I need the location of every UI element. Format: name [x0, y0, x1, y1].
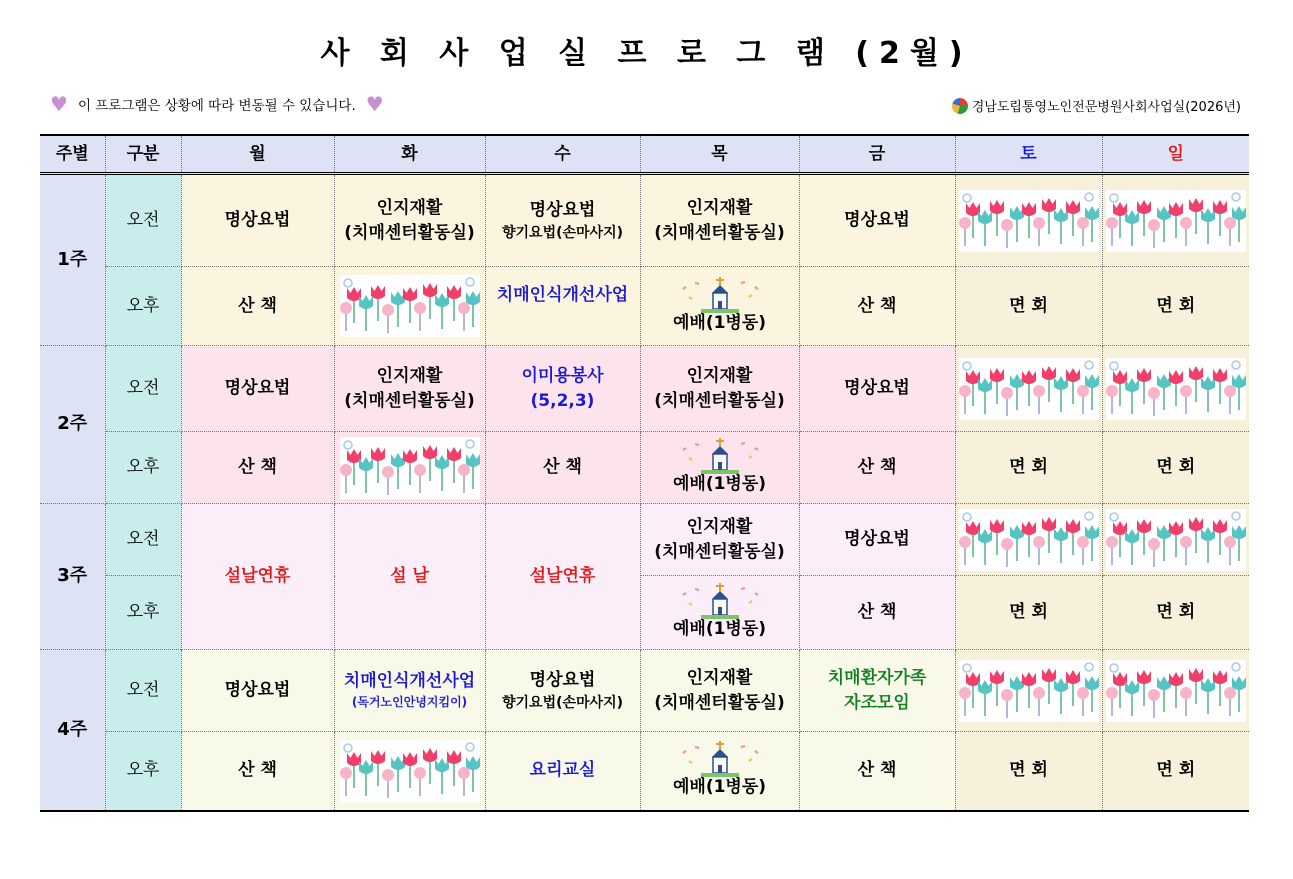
cell-line: (독거노인안녕지킴이): [351, 695, 468, 710]
header-week: 주별: [40, 135, 105, 174]
notice: [50, 94, 384, 114]
cell-line: 향기요법(손마사지): [502, 694, 623, 711]
cell: [485, 650, 640, 732]
cell: 산 책: [181, 267, 334, 346]
cell: 명상요법: [181, 346, 334, 432]
cell-line: 명상요법: [529, 670, 596, 691]
organization-text: 경남도립통영노인전문병원사회사업실(2026년): [971, 100, 1241, 115]
heart-icon: ♥: [50, 92, 68, 116]
flowers-cell: [1102, 650, 1249, 732]
header-fri: 금: [799, 135, 955, 174]
church-icon: [675, 583, 765, 621]
week-label: 3주: [40, 504, 105, 650]
cell: [640, 576, 799, 650]
tulip-flowers-icon: [340, 437, 480, 499]
cell: [640, 732, 799, 811]
holiday-cell: 설날연휴: [181, 504, 334, 650]
page-title: 사 회 사 업 실 프 로 그 램 (2월): [320, 36, 973, 71]
cell: [485, 346, 640, 432]
cell: 산 책: [181, 432, 334, 504]
program-schedule-table: [40, 134, 1249, 812]
cell: 산 책: [799, 576, 955, 650]
flowers-cell: [334, 732, 485, 811]
cell: 산 책: [799, 432, 955, 504]
cell: [334, 174, 485, 267]
slot-am: 오전: [105, 504, 181, 576]
week-label: 1주: [40, 174, 105, 346]
header-sun: 일: [1102, 135, 1249, 174]
cell-line: 예배(1병동): [672, 474, 767, 495]
church-icon: [675, 438, 765, 476]
flowers-cell: [334, 267, 485, 346]
flowers-cell: [955, 346, 1102, 432]
cell-line: (치매센터활동실): [654, 692, 785, 713]
notice-text: 이 프로그램은 상황에 따라 변동될 수 있습니다.: [77, 98, 356, 114]
header-wed: 수: [485, 135, 640, 174]
tulip-flowers-icon: [1106, 509, 1246, 571]
cell-line: (치매센터활동실): [344, 222, 475, 243]
tulip-flowers-icon: [959, 358, 1099, 420]
slot-am: 오전: [105, 650, 181, 732]
church-icon: [675, 741, 765, 779]
cell: 산 책: [181, 732, 334, 811]
hospital-logo-icon: [952, 98, 968, 114]
cell: [334, 346, 485, 432]
cell: 산 책: [799, 267, 955, 346]
cell: [485, 174, 640, 267]
cell: 면 회: [955, 267, 1102, 346]
cell: [640, 504, 799, 576]
cell: 면 회: [1102, 732, 1249, 811]
slot-am: 오전: [105, 174, 181, 267]
cell-line: 이미용봉사: [521, 365, 604, 386]
holiday-cell: 설날연휴: [485, 504, 640, 650]
header-tue: 화: [334, 135, 485, 174]
cell: [799, 650, 955, 732]
slot-am: 오전: [105, 346, 181, 432]
tulip-flowers-icon: [1106, 358, 1246, 420]
cell: 면 회: [955, 732, 1102, 811]
cell-line: 예배(1병동): [672, 777, 767, 798]
cell: 명상요법: [799, 346, 955, 432]
tulip-flowers-icon: [340, 740, 480, 802]
cell-line: (치매센터활동실): [344, 390, 475, 411]
cell: [640, 346, 799, 432]
cell: 면 회: [955, 432, 1102, 504]
cell: [640, 650, 799, 732]
cell: 면 회: [1102, 432, 1249, 504]
cell-line: (5,2,3): [530, 390, 595, 411]
cell-line: 치매환자가족: [827, 667, 927, 688]
header-slot: 구분: [105, 135, 181, 174]
cell: 명상요법: [799, 504, 955, 576]
cell-line: 인지재활: [686, 667, 753, 688]
cell-line: (치매센터활동실): [654, 390, 785, 411]
cell: 면 회: [955, 576, 1102, 650]
holiday-cell: 설 날: [334, 504, 485, 650]
cell: [640, 174, 799, 267]
cell-line: 인지재활: [686, 197, 753, 218]
cell-line: 예배(1병동): [672, 312, 767, 333]
week3-am-row: [40, 504, 1249, 576]
cell-line: (치매센터활동실): [654, 541, 785, 562]
flowers-cell: [955, 504, 1102, 576]
cell-line: 명상요법: [529, 200, 596, 221]
cell: 면 회: [1102, 576, 1249, 650]
cell-line: 인지재활: [376, 365, 443, 386]
cell: 산 책: [485, 432, 640, 504]
flowers-cell: [955, 174, 1102, 267]
tulip-flowers-icon: [1106, 660, 1246, 722]
cell: 명상요법: [181, 174, 334, 267]
week2-am-row: [40, 346, 1249, 432]
week-label: 2주: [40, 346, 105, 504]
flowers-cell: [955, 650, 1102, 732]
heart-icon: ♥: [365, 92, 384, 116]
header-sat: 토: [955, 135, 1102, 174]
cell: 면 회: [1102, 267, 1249, 346]
cell-line: 치매인식개선사업: [343, 671, 476, 692]
organization: [952, 96, 1241, 115]
cell-line: 인지재활: [686, 365, 753, 386]
tulip-flowers-icon: [1106, 190, 1246, 252]
flowers-cell: [334, 432, 485, 504]
cell-line: (치매센터활동실): [654, 222, 785, 243]
header-mon: 월: [181, 135, 334, 174]
flowers-cell: [1102, 174, 1249, 267]
flowers-cell: [1102, 346, 1249, 432]
cell-line: 예배(1병동): [672, 619, 767, 640]
slot-pm: 오후: [105, 267, 181, 346]
slot-pm: 오후: [105, 576, 181, 650]
cell: 산 책: [799, 732, 955, 811]
week-label: 4주: [40, 650, 105, 811]
cell: [640, 267, 799, 346]
week4-am-row: [40, 650, 1249, 732]
cell: [640, 432, 799, 504]
cell: 요리교실: [485, 732, 640, 811]
cell: 치매인식개선사업: [485, 267, 640, 346]
tulip-flowers-icon: [959, 190, 1099, 252]
cell: 명상요법: [181, 650, 334, 732]
header-row: [40, 135, 1249, 174]
tulip-flowers-icon: [959, 660, 1099, 722]
cell-line: 인지재활: [376, 197, 443, 218]
cell: [334, 650, 485, 732]
week4-pm-row: [40, 732, 1249, 811]
cell-line: 향기요법(손마사지): [502, 224, 623, 241]
slot-pm: 오후: [105, 432, 181, 504]
tulip-flowers-icon: [340, 275, 480, 337]
week1-pm-row: [40, 267, 1249, 346]
cell: 명상요법: [799, 174, 955, 267]
flowers-cell: [1102, 504, 1249, 576]
week1-am-row: [40, 174, 1249, 267]
church-icon: [675, 277, 765, 315]
week2-pm-row: [40, 432, 1249, 504]
slot-pm: 오후: [105, 732, 181, 811]
cell-line: 인지재활: [686, 516, 753, 537]
tulip-flowers-icon: [959, 509, 1099, 571]
cell-line: 자조모임: [844, 692, 910, 713]
header-thu: 목: [640, 135, 799, 174]
